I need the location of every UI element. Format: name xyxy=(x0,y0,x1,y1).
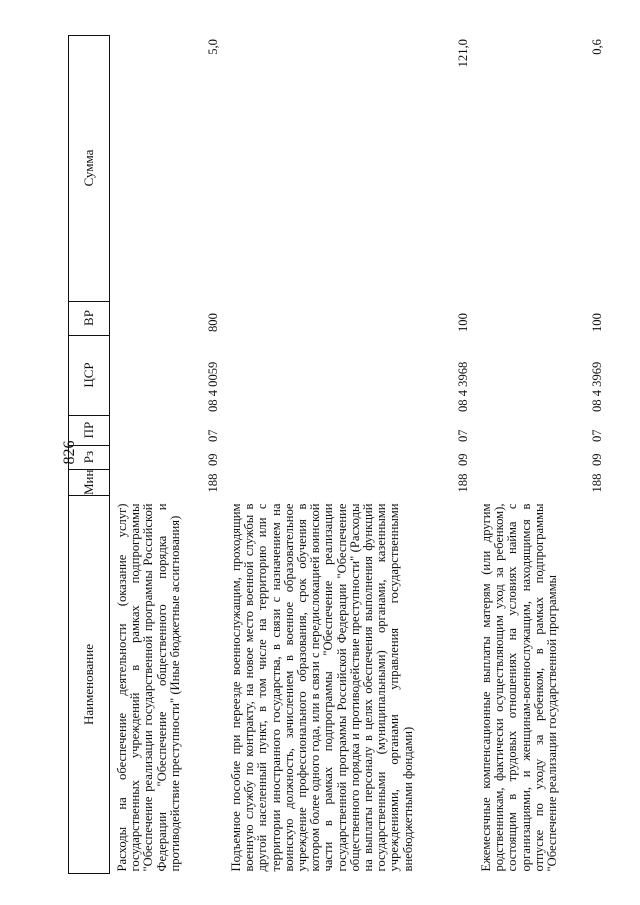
row-rz: 09 xyxy=(589,453,604,467)
row-csr: 08 4 3969 xyxy=(589,361,604,413)
row-min: 188 xyxy=(589,473,604,493)
header-csr: ЦСР xyxy=(69,335,110,415)
budget-table xyxy=(68,35,608,874)
row-vr: 100 xyxy=(455,313,470,333)
row-sum: 5,0 xyxy=(205,39,220,55)
row-name: Подъемное пособие при переезде военнослужащим, проходящим военную службу по контракту, на новое место военной службы в другой населенный пункт, в том числе на территорию или с территории иностранного государства, в связи с назначением на воинскую должность, зачислением в военное образовательное учреждение профессионального образования, срок обучения в котором более одного года, или в связи с передислокацией воинской части в рамках подпрограммы "Обеспечение реализации государственной программы Российской Федерации "Обеспечение общественного порядка и противодействие преступности" (Расходы на выплаты персоналу в целях обеспечения выполнения функций государственными (муниципальными) органами, казенными учреждениями, органами управления государственными внебюджетными фондами) xyxy=(229,503,415,872)
row-rz: 09 xyxy=(205,453,220,467)
row-min: 188 xyxy=(205,473,220,493)
header-min: Мин xyxy=(69,469,110,495)
header-rz: Рз xyxy=(69,445,110,469)
header-sum: Сумма xyxy=(69,35,110,301)
row-sum: 121,0 xyxy=(455,39,470,68)
row-vr: 100 xyxy=(589,313,604,333)
row-pr: 07 xyxy=(589,429,604,443)
row-name: Ежемесячные компенсационные выплаты матерям (или другим родственникам, фактически осуществляющим уход за ребенком), состоящим в трудовых отношениях на условиях найма с организациями, и женщинам-военнослужащим, находящимся в отпуске по уходу за ребенком, в рамках подпрограммы "Обеспечение реализации государственной программы xyxy=(479,503,560,872)
row-name: Расходы на обеспечение деятельности (оказание услуг) государственных учреждений в рамках подпрограммы "Обеспечение реализации государственной программы Российской Федерации "Обеспечение общественного порядка и противодействие преступности" (Иные бюджетные ассигнования) xyxy=(115,503,182,872)
row-csr: 08 4 3968 xyxy=(455,361,470,413)
table-row xyxy=(474,35,608,873)
row-pr: 07 xyxy=(205,429,220,443)
row-sum: 0,6 xyxy=(589,39,604,55)
header-vr: ВР xyxy=(69,301,110,335)
page-number: 826 xyxy=(61,440,78,465)
row-pr: 07 xyxy=(455,429,470,443)
table-row xyxy=(224,35,474,873)
row-rz: 09 xyxy=(455,453,470,467)
table-row xyxy=(110,35,225,873)
row-min: 188 xyxy=(455,473,470,493)
header-name: Наименование xyxy=(69,496,110,874)
table-header-row xyxy=(69,35,110,873)
row-vr: 800 xyxy=(205,313,220,333)
header-pr: ПР xyxy=(69,415,110,445)
row-csr: 08 4 0059 xyxy=(205,361,220,413)
